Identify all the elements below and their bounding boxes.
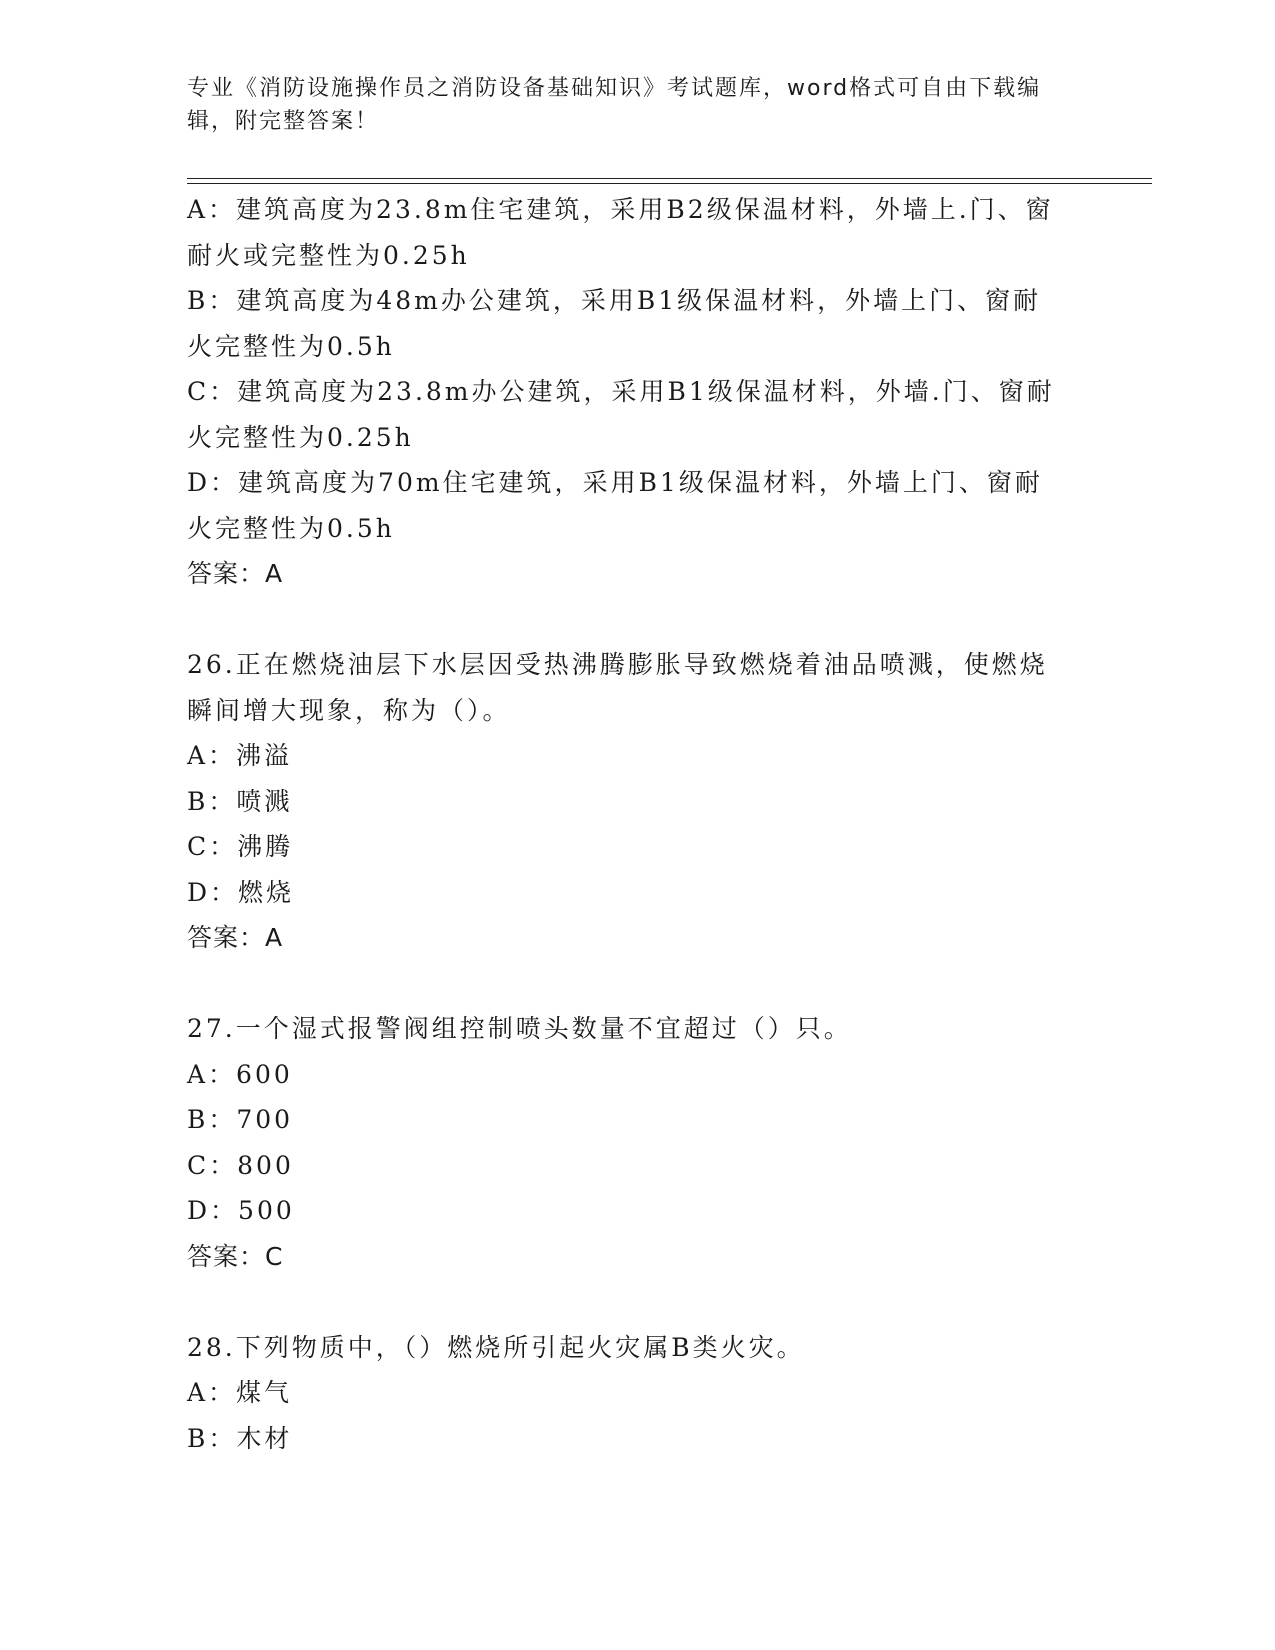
answer: 答案：A xyxy=(187,559,284,588)
question-stem-line-2: 瞬间增大现象，称为（）。 xyxy=(187,695,511,725)
option-a: A：沸溢 xyxy=(187,741,293,770)
question-28 xyxy=(187,1325,1087,1462)
question-25-options xyxy=(187,187,1087,597)
question-26 xyxy=(187,642,1087,961)
option-d-line-2: 火完整性为0.5h xyxy=(187,513,395,543)
option-b: B：喷溅 xyxy=(187,786,293,816)
option-c: C：沸腾 xyxy=(187,832,294,861)
document-header xyxy=(187,72,1087,138)
option-d-line-1: D：建筑高度为70m住宅建筑，采用B1级保温材料，外墙上门、窗耐 xyxy=(187,468,1043,497)
question-stem: 27.一个湿式报警阀组控制喷头数量不宜超过（）只。 xyxy=(187,1014,852,1043)
option-c: C：800 xyxy=(187,1150,294,1180)
option-d: D：燃烧 xyxy=(187,877,295,907)
header-rule-top xyxy=(187,178,1152,179)
answer: 答案：A xyxy=(187,923,284,952)
answer: 答案：C xyxy=(187,1241,284,1271)
question-stem-line-1: 26.正在燃烧油层下水层因受热沸腾膨胀导致燃烧着油品喷溅，使燃烧 xyxy=(187,650,1048,679)
option-c-line-2: 火完整性为0.25h xyxy=(187,422,414,452)
header-rule-bottom xyxy=(187,183,1152,184)
option-a-line-1: A：建筑高度为23.8m住宅建筑，采用B2级保温材料，外墙上.门、窗 xyxy=(187,195,1054,224)
spacer xyxy=(187,1279,1087,1325)
question-content xyxy=(187,187,1087,1461)
header-line-1: 专业《消防设施操作员之消防设备基础知识》考试题库，word格式可自由下载编 xyxy=(187,76,1042,101)
spacer xyxy=(187,961,1087,1007)
option-b-line-2: 火完整性为0.5h xyxy=(187,331,395,361)
option-b: B：木材 xyxy=(187,1423,293,1453)
option-a: A：煤气 xyxy=(187,1378,293,1407)
option-b: B：700 xyxy=(187,1105,294,1134)
option-a: A：600 xyxy=(187,1059,293,1089)
question-27 xyxy=(187,1006,1087,1279)
option-c-line-1: C：建筑高度为23.8m办公建筑，采用B1级保温材料，外墙.门、窗耐 xyxy=(187,377,1055,406)
option-a-line-2: 耐火或完整性为0.25h xyxy=(187,240,470,270)
option-b-line-1: B：建筑高度为48m办公建筑，采用B1级保温材料，外墙上门、窗耐 xyxy=(187,286,1042,315)
header-line-2: 辑，附完整答案！ xyxy=(187,109,380,134)
question-stem: 28.下列物质中，（）燃烧所引起火灾属B类火灾。 xyxy=(187,1332,805,1362)
option-d: D：500 xyxy=(187,1196,295,1225)
spacer xyxy=(187,597,1087,643)
